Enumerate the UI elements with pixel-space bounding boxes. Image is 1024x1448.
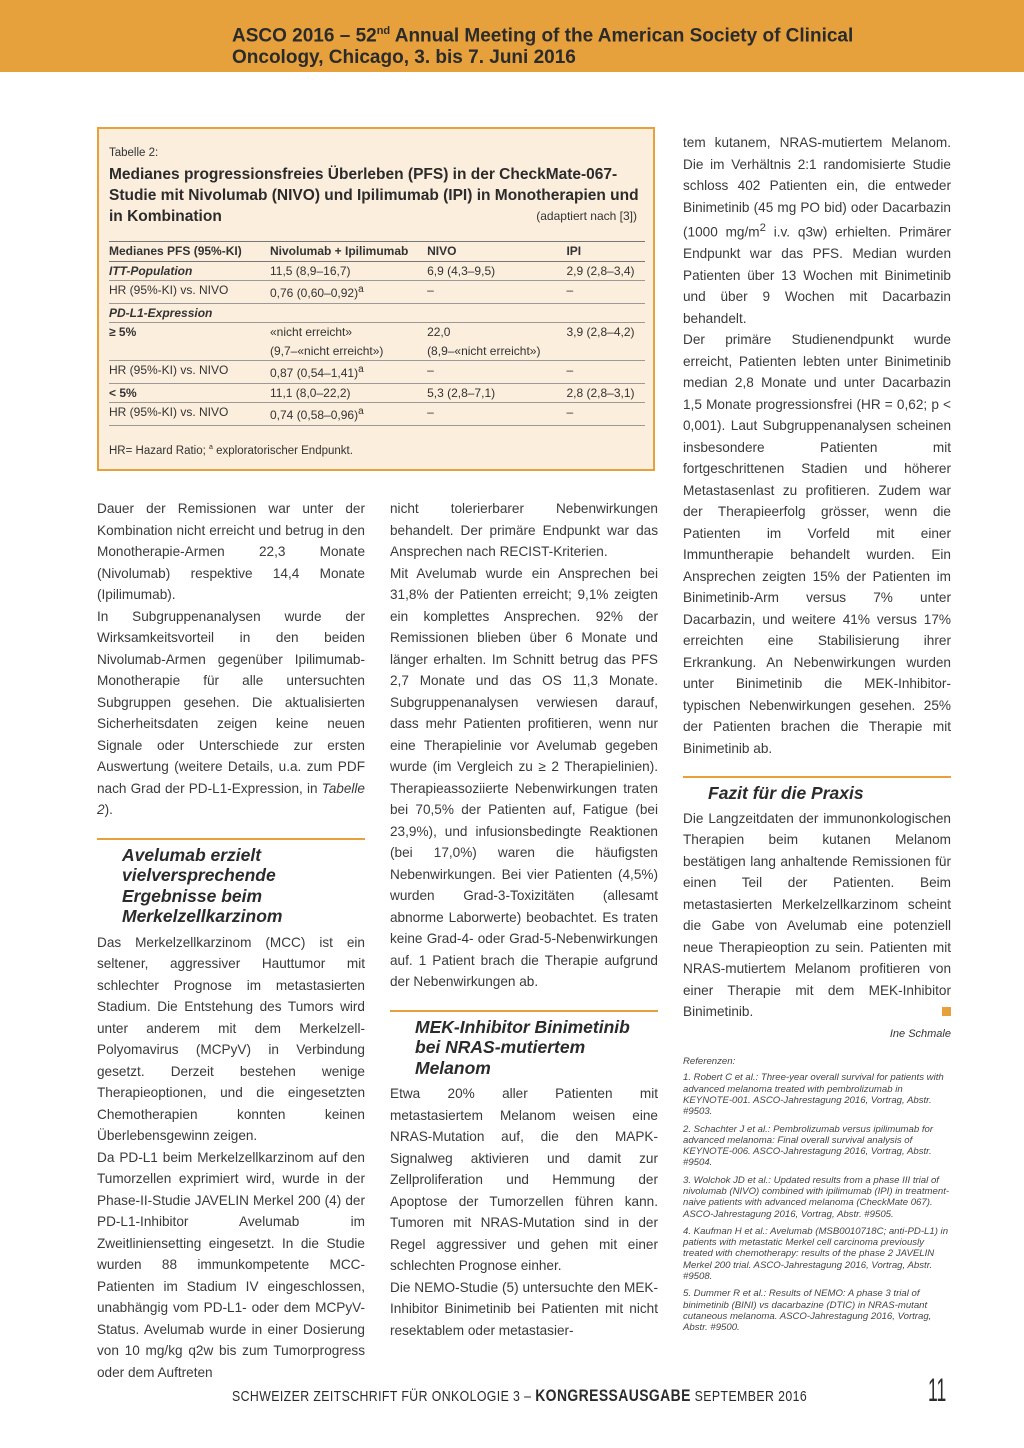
reference-item: 5. Dummer R et al.: Results of NEMO: A phase 3 trial of binimetinib (BINI) vs dacarbazine (DTIC) in NRAS-mutant cutaneous melanoma. ASCO-Jahrestagung 2016, Vortrag, Abstr. #9500. (683, 1288, 932, 1334)
title-sup: nd (376, 25, 391, 37)
paragraph-text: i.v. q3w) erhielten. Primärer Endpunkt war das PFS. Median wurden Patienten über 13 Wochen mit Binimetinib und über 9 Wochen mit Dacarbazin behandelt. (683, 224, 952, 326)
journal-footer (232, 1386, 807, 1406)
reference-item: 2. Schachter J et al.: Pembrolizumab versus ipilimumab for advanced melanoma: Final overall survival analysis of KEYNOTE-006. ASCO-Jahrestagung 2016, Vortrag, Abstr. #9504. (683, 1123, 934, 1169)
paragraph: Da PD-L1 beim Merkelzellkarzinom auf den Tumorzellen exprimiert wird, wurde in der Phase-II-Studie JAVELIN Merkel 200 (4) der PD-L1-Inhibitor Avelumab im Zweitliniensetting eingesetzt. In die Studie wurden 88 immunkompetente MCC-Patienten im Stadium IV eingeschlossen, unabhängig vom PD-L1- oder dem MCPyV-Status. Avelumab wurde in einer Dosierung von 10 mg/kg q2w bis zum Tumorprogress oder dem Auftreten (97, 1149, 365, 1380)
table-cell: – (427, 283, 434, 297)
table-cell (270, 281, 427, 303)
footnote-text-post: exploratorischer Endpunkt. (212, 444, 353, 457)
table-cell-value: 0,76 (0,60–0,92) (270, 286, 359, 300)
table-cell-value: 0,74 (0,58–0,96) (270, 408, 359, 422)
page-number: 11 (928, 1372, 947, 1408)
reference-item: 4. Kaufman H et al.: Avelumab (MSB0010718C; anti-PD-L1) in patients with metastatic Merkel cell carcinoma previously treated with chemotherapy: results of the phase 2 JAVELIN Merkel 200 trial. ASCO-Jahrestagung 2016, Vortrag, Abstr. #9508. (683, 1225, 949, 1283)
table-cell: – (566, 283, 574, 297)
paragraph: Die NEMO-Studie (5) untersuchte den MEK-Inhibitor Binimetinib bei Patienten mit nicht resektablem oder metastasier- (390, 1279, 658, 1338)
references-heading: Referenzen: (683, 1056, 736, 1068)
title-line1-post: Annual Meeting of the American Society of Clinical (390, 25, 854, 47)
table-row (109, 304, 645, 324)
table-row (109, 384, 645, 404)
table-title (109, 164, 645, 227)
table-cell (109, 342, 270, 361)
paragraph: Dauer der Remissionen war unter der Kombination nicht erreicht und betrug in den Monotherapie-Armen 22,3 Monate (Nivolumab) respektive 14,4 Monate (Ipilimumab). (97, 501, 365, 602)
table-cell (270, 403, 427, 425)
journal-issue-type: KONGRESSAUSGABE (535, 1386, 691, 1405)
table-cell: 2,8 (2,8–3,1) (566, 385, 635, 400)
footnote-text-pre: HR= Hazard Ratio; (109, 444, 210, 457)
table-cell: (9,7–«nicht erreicht») (270, 343, 384, 358)
section-heading-avelumab: Avelumab erzielt vielversprechende Ergebnisse beim Merkelzellkarzinom (122, 844, 283, 926)
paragraph: Etwa 20% aller Patienten mit metastasiertem Melanom weisen eine NRAS-Mutation auf, die den MAPK-Signalweg aktivieren und damit zur Zellproliferation und Hemmung der Apoptose der Tumorzellen führen kann. Tumoren mit NRAS-Mutation sind in der Regel aggressiver und gehen mit einer schlechten Prognose einher. (390, 1086, 658, 1273)
footnote-marker: a (209, 443, 213, 451)
table-cell (270, 361, 427, 383)
table-cell-value: 0,87 (0,54–1,41) (270, 366, 359, 380)
section-divider (97, 838, 365, 840)
table-cell: 11,1 (8,0–22,2) (270, 385, 351, 400)
footnote-marker: a (358, 284, 364, 295)
title-line2: Oncology, Chicago, 3. bis 7. Juni 2016 (232, 47, 576, 69)
table-cell: 2,9 (2,8–3,4) (566, 263, 635, 278)
pfs-table (109, 241, 645, 426)
table-cell: – (566, 405, 574, 419)
paragraph-text: In Subgruppenanalysen wurde der Wirksamkeitsvorteil in den beiden Nivolumab-Armen gegenüber Ipilimumab-Monotherapie für alle untersuchten Subgruppen gesehen. Die aktualisierten Sicherheitsdaten zeigen keine neuen Signale oder Unterschiede zur ersten Auswertung (weitere Details, u.a. zum PDF nach Grad der PD-L1-Expression, in (97, 608, 365, 796)
paragraph (683, 132, 951, 329)
table-cell: HR (95%-KI) vs. NIVO (109, 405, 229, 419)
section-heading-binimetinib: MEK-Inhibitor Binimetinib bei NRAS-mutiertem Melanom (415, 1016, 630, 1078)
author: Ine Schmale (889, 1027, 951, 1040)
paragraph-text: Die Langzeitdaten der immunonkologischen Therapien beim kutanen Melanom bestätigen lang anhaltende Remissionen für einen Teil der Patienten. Beim metastasierten Merkelzellkarzinom scheint die Gabe von Avelumab eine potenziell neue Therapieoption zu sein. Patienten mit NRAS-mutiertem Melanom profitieren von einer Therapie mit dem MEK-Inhibitor Binimetinib. (683, 810, 951, 1020)
table-cell (270, 304, 427, 323)
paragraph (683, 808, 951, 1023)
superscript: 2 (759, 222, 766, 234)
table-box (97, 127, 655, 471)
paragraph: Das Merkelzellkarzinom (MCC) ist ein seltener, aggressiver Hauttumor mit schlechter Prognose im metastasierten Stadium. Die Entstehung des Tumors wird unter anderem mit dem Merkelzell-Polyomavirus (MCPyV) in Verbindung gesetzt. Derzeit bestehen wenige Therapieoptionen, und die eingesetzten Chemotherapien konnten keinen Überlebensgewinn zeigen. (97, 934, 365, 1143)
table-header-cell: NIVO (427, 244, 457, 258)
table-header-cell: Nivolumab + Ipilimumab (270, 244, 409, 258)
paragraph (97, 606, 365, 821)
text-column-3 (683, 132, 951, 1340)
table-footnote (109, 444, 645, 457)
table-cell (427, 304, 566, 323)
table-cell: 22,0 (427, 325, 451, 339)
table-cell: (8,9–«nicht erreicht») (427, 343, 541, 358)
footnote-marker: a (358, 364, 364, 375)
paragraph: Mit Avelumab wurde ein Ansprechen bei 31,8% der Patienten erreicht; 9,1% zeigten ein komplettes Ansprechen. 92% der Remissionen blieben über 6 Monate und länger erhalten. Im Schnitt betrug das PFS 2,7 Monate und das OS 11,3 Monate. Subgruppenanalysen verwiesen darauf, dass mehr Patienten profitieren, wenn nur eine Therapielinie vor Avelumab gegeben wurde (im Vergleich zu ≥ 2 Therapielinien). Therapieassoziierte Nebenwirkungen traten bei 70,5% der Patienten auf, Fatigue (bei 23,9%), und infusionsbedingte Reaktionen (bei 17,0%) waren die häufigsten Nebenwirkungen. Bei vier Patienten (4,5%) wurden Grad-3-Toxizitäten (allesamt abnorme Laborwerte) beobachtet. Es traten keine Grad-4- oder Grad-5-Nebenwirkungen auf. 1 Patient brach die Therapie aufgrund der Nebenwirkungen ab. (390, 565, 658, 989)
paragraph-text: tem kutanem, NRAS-mutiertem Melanom. Die im Verhältnis 2:1 randomisierte Studie schloss 402 Patienten ein, die entweder Binimetinib (45 mg PO bid) oder Dacarbazin (1000 mg/m (683, 135, 951, 240)
table-row (109, 361, 645, 384)
table-cell: 3,9 (2,8–4,2) (566, 325, 635, 339)
table-cell: 6,9 (4,3–9,5) (427, 263, 496, 278)
table-header-cell: Medianes PFS (95%-KI) (109, 244, 242, 258)
references (683, 1056, 951, 1334)
table-row (109, 403, 645, 426)
journal-date: SEPTEMBER 2016 (690, 1388, 808, 1405)
section-heading-fazit: Fazit für die Praxis (708, 783, 864, 804)
table-cell: < 5% (109, 385, 137, 400)
table-label: Tabelle 2: (109, 147, 159, 159)
table-row (109, 323, 645, 342)
footnote-marker: a (358, 406, 364, 417)
section-divider (390, 1010, 658, 1012)
table-header-cell: IPI (566, 244, 582, 258)
table-cell: ≥ 5% (109, 325, 137, 339)
table-row (109, 262, 645, 282)
text-column-1 (97, 498, 365, 1383)
table-cell: – (566, 363, 574, 377)
table-cell (566, 304, 645, 323)
table-cell: HR (95%-KI) vs. NIVO (109, 283, 229, 297)
table-cell: PD-L1-Expression (109, 305, 213, 320)
table-source: (adaptiert nach [3]) (536, 209, 637, 223)
table-header-row (109, 242, 645, 262)
title-line1-pre: ASCO 2016 – 52 (232, 25, 377, 47)
table-row (109, 342, 645, 362)
table-cell: 11,5 (8,9–16,7) (270, 263, 351, 278)
table-title-text: Medianes progressionsfreies Überleben (PFS) in der CheckMate-067-Studie mit Nivolumab (NIVO) und Ipilimumab (IPI) in Monotherapien und in Kombination (109, 166, 639, 225)
section-divider (683, 776, 951, 778)
reference-item: 3. Wolchok JD et al.: Updated results from a phase III trial of nivolumab (NIVO) combined with ipilimumab (IPI) in treatment-naive patients with advanced melanoma (CheckMate 067). ASCO-Jahrestagung 2016, Vortrag, Abstr. #9505. (683, 1174, 950, 1220)
paragraph: Der primäre Studienendpunkt wurde erreicht, Patienten lebten unter Binimetinib median 2,8 Monate und unter Dacarbazin 1,5 Monate progressionsfrei (HR = 0,62; p < 0,001). Laut Subgruppenanalysen scheinen insbesondere Patienten mit fortgeschrittenen Stadien und höherer Metastasenlast zu profitieren. Zudem war der Therapieerfolg grösser, wenn die Patienten im Vorfeld mit einer Immuntherapie behandelt wurden. Ein Ansprechen zeigten 15% der Patienten im Binimetinib-Arm versus 7% unter Dacarbazin, und weitere 41% versus 17% erreichten eine Stabilisierung ihrer Erkrankung. An Nebenwirkungen wurden unter Binimetinib die MEK-Inhibitor-typischen Nebenwirkungen gesehen. 25% der Patienten brachen die Therapie mit Binimetinib ab. (683, 332, 951, 756)
reference-item: 1. Robert C et al.: Three-year overall survival for patients with advanced melanoma treated with pembrolizumab in KEYNOTE-001. ASCO-Jahrestagung 2016, Vortrag, Abstr. #9503. (683, 1072, 944, 1118)
table-cell: ITT-Population (109, 263, 193, 278)
table-reference: Tabelle 2 (97, 780, 365, 817)
table-cell: – (427, 405, 434, 419)
table-cell: 5,3 (2,8–7,1) (427, 385, 496, 400)
paragraph-text: ). (104, 802, 113, 817)
paragraph: nicht tolerierbarer Nebenwirkungen behandelt. Der primäre Endpunkt war das Ansprechen nach RECIST-Kriterien. (390, 501, 658, 559)
table-row (109, 281, 645, 304)
text-column-2 (390, 498, 658, 1341)
table-cell: HR (95%-KI) vs. NIVO (109, 363, 229, 377)
table-cell (566, 342, 645, 361)
page-title (232, 20, 1002, 69)
journal-name: SCHWEIZER ZEITSCHRIFT FÜR ONKOLOGIE 3 – (232, 1388, 536, 1405)
end-mark-icon (942, 1007, 951, 1016)
table-cell: «nicht erreicht» (270, 325, 353, 339)
table-cell: – (427, 363, 434, 377)
